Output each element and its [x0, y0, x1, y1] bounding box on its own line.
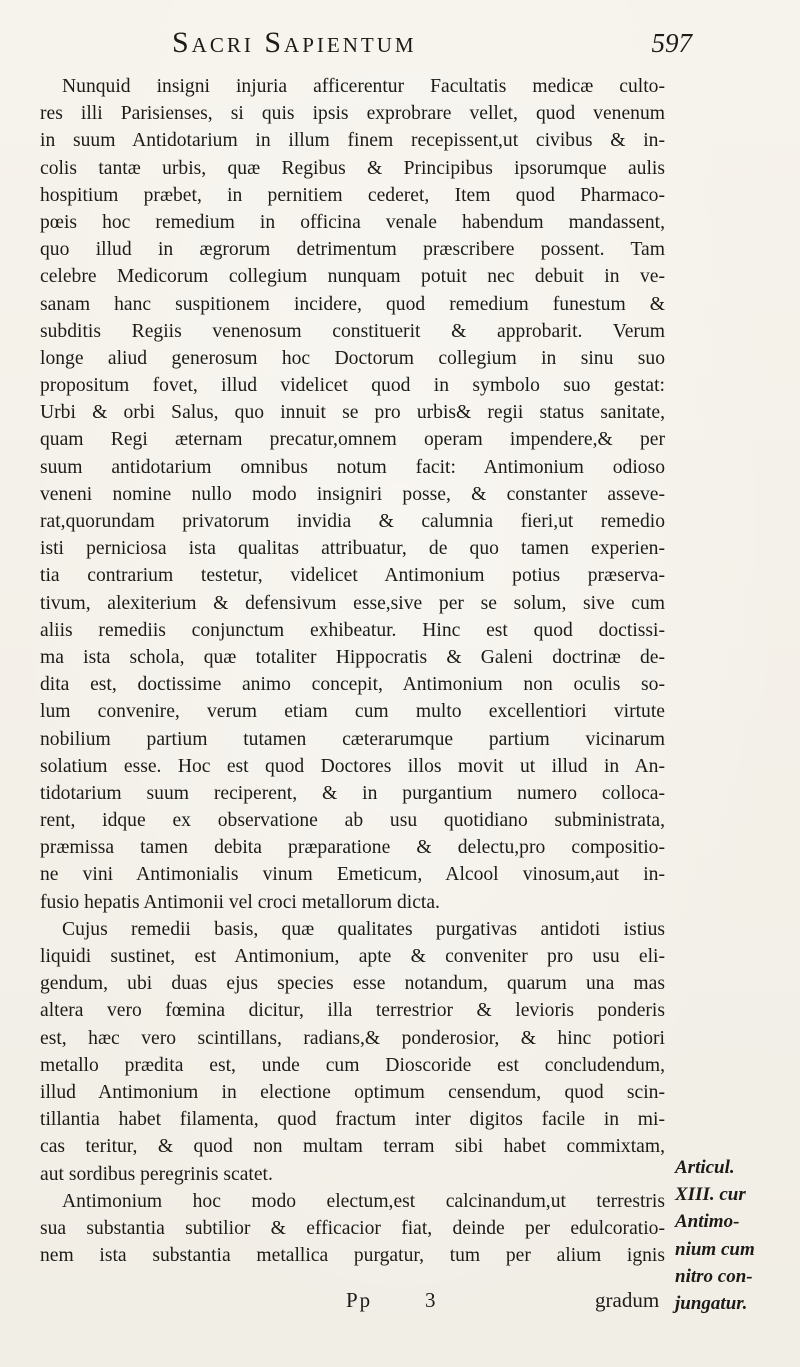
text-line: ma ista schola, quæ totaliter Hippocratis & Galeni doctrinæ de- [40, 646, 665, 668]
text-line: isti perniciosa ista qualitas attribuatur, de quo tamen experien- [40, 538, 665, 560]
text-line: pœis hoc remedium in officina venale habendum mandassent, [40, 211, 665, 233]
text-line: præmissa tamen debita præparatione & delectu,pro compositio- [40, 837, 665, 859]
text-line: tivum, alexiterium & defensivum esse,sive per se solum, sive cum [40, 592, 665, 614]
text-line: aliis remediis conjunctum exhibeatur. Hinc est quod doctissi- [40, 619, 665, 641]
text-line: tidotarium suum reciperent, & in purgantium numero colloca- [40, 782, 665, 804]
text-line: liquidi sustinet, est Antimonium, apte & conveniter pro usu eli- [40, 946, 665, 967]
text-line: illud Antimonium in electione optimum censendum, quod scin- [40, 1081, 665, 1103]
text-line: lum convenire, verum etiam cum multo excellentiori virtute [40, 701, 665, 723]
text-line: quo illud in ægrorum detrimentum præscribere possent. Tam [40, 239, 665, 261]
text-line: veneni nomine nullo modo insigniri posse, & constanter asseve- [40, 483, 665, 505]
text-line: ne vini Antimonialis vinum Emeticum, Alcool vinosum,aut in- [40, 864, 665, 886]
text-line: Cujus remedii basis, quæ qualitates purgativas antidoti istius [62, 918, 665, 940]
text-line: subditis Regiis venenosum constituerit & approbarit. Verum [40, 320, 665, 342]
text-line: dita est, doctissime animo concepit, Antimonium non oculis so- [40, 674, 665, 696]
running-title: Sacri Sapientum [172, 26, 417, 59]
signature-line [40, 1286, 710, 1318]
body-text [40, 73, 665, 1269]
text-line: celebre Medicorum collegium nunquam potuit nec debuit in ve- [40, 266, 665, 288]
text-line: suum antidotarium omnibus notum facit: Antimonium odioso [40, 456, 665, 478]
marginal-note-line: Articul. [675, 1157, 735, 1178]
text-line: nem ista substantia metallica purgatur, tum per alium ignis [40, 1245, 665, 1267]
marginal-note-line: nium cum [675, 1238, 755, 1260]
marginal-note-line: Antimo- [675, 1211, 740, 1233]
text-line: rent, idque ex observatione ab usu quotidiano subministrata, [40, 810, 665, 832]
text-line: Nunquid insigni injuria afficerentur Facultatis medicæ culto- [62, 76, 665, 97]
marginal-note-line: jungatur. [675, 1292, 748, 1314]
text-line: quam Regi æternam precatur,omnem operam impendere,& per [40, 429, 665, 451]
text-line: res illi Parisienses, si quis ipsis exprobrare vellet, quod venenum [40, 103, 665, 125]
text-line: solatium esse. Hoc est quod Doctores illos movit ut illud in An- [40, 755, 665, 777]
text-line: propositum fovet, illud videlicet quod in symbolo suo gestat: [40, 375, 665, 397]
text-line: rat,quorundam privatorum invidia & calumnia fieri,ut remedio [40, 511, 665, 532]
marginal-note-line: nitro con- [675, 1265, 753, 1287]
catchword: gradum [595, 1288, 660, 1312]
text-line: Antimonium hoc modo electum,est calcinandum,ut terrestris [62, 1190, 665, 1212]
text-line: tillantia habet filamenta, quod fractum inter digitos facile in mi- [40, 1109, 665, 1131]
text-line: altera vero fœmina dicitur, illa terrestrior & levioris ponderis [40, 1000, 665, 1022]
signature-mark: Pp [346, 1288, 373, 1312]
text-line: longe aliud generosum hoc Doctorum collegium in sinu suo [40, 347, 665, 369]
text-line: metallo prædita est, unde cum Dioscoride est concludendum, [40, 1054, 665, 1076]
text-line: Urbi & orbi Salus, quo innuit se pro urbis& regii status sanitate, [40, 402, 665, 424]
page-number: 597 [651, 28, 692, 58]
running-head [172, 26, 692, 66]
text-line: est, hæc vero scintillans, radians,& ponderosior, & hinc potiori [40, 1027, 665, 1049]
marginal-note [675, 1154, 797, 1317]
text-line: aut sordibus peregrinis scatet. [40, 1163, 273, 1185]
text-line: sanam hanc suspitionem incidere, quod remedium funestum & [40, 293, 665, 315]
text-line: in suum Antidotarium in illum finem recepissent,ut civibus & in- [40, 130, 665, 152]
text-line: tia contrarium testetur, videlicet Antimonium potius præserva- [40, 565, 665, 587]
marginal-note-line: XIII. cur [675, 1184, 746, 1206]
text-line: fusio hepatis Antimonii vel croci metallorum dicta. [40, 891, 440, 913]
text-line: sua substantia subtilior & efficacior fiat, deinde per edulcoratio- [40, 1217, 665, 1239]
signature-number: 3 [425, 1288, 436, 1312]
text-line: colis tantæ urbis, quæ Regibus & Principibus ipsorumque aulis [40, 157, 665, 179]
text-line: nobilium partium tutamen cæterarumque partium vicinarum [40, 728, 665, 750]
text-line: hospitium præbet, in pernitiem cederet, Item quod Pharmaco- [40, 184, 665, 206]
text-line: gendum, ubi duas ejus species esse notandum, quarum una mas [40, 973, 665, 995]
text-line: cas teritur, & quod non multam terram sibi habet commixtam, [40, 1136, 665, 1158]
